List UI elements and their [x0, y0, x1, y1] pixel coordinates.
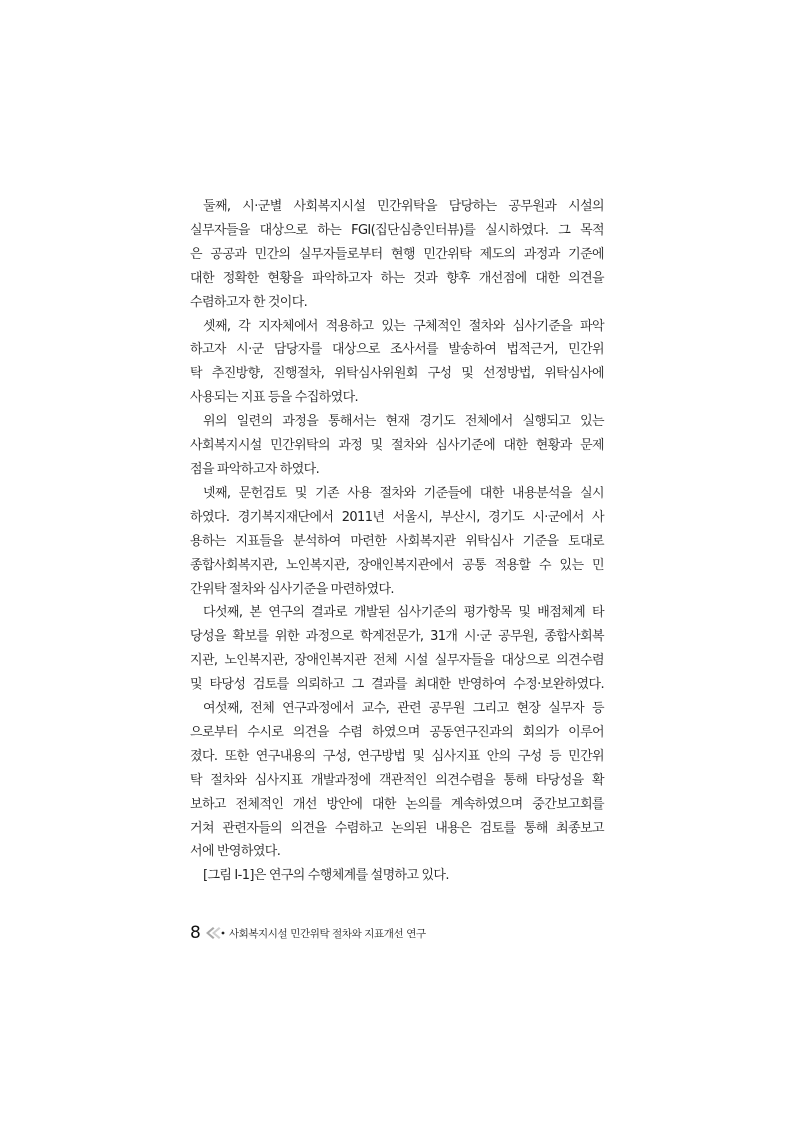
text-line: 대한 정확한 현황을 파악하고자 하는 것과 향후 개선점에 대한 의견을: [190, 270, 604, 286]
double-chevron-left-icon: [205, 926, 225, 940]
text-line: 점을 파악하고자 하였다.: [190, 461, 320, 477]
paragraph-summary: [190, 410, 604, 482]
text-line: 여섯째, 전체 연구과정에서 교수, 관련 공무원 그리고 현장 실무자 등: [203, 701, 604, 717]
paragraph-third: [190, 315, 604, 411]
text-line: 수렴하고자 한 것이다.: [190, 294, 308, 310]
text-line: 종합사회복지관, 노인복지관, 장애인복지관에서 공통 적용할 수 있는 민: [190, 557, 604, 573]
text-line: 졌다. 또한 연구내용의 구성, 연구방법 및 심사지표 안의 구성 등 민간위: [190, 748, 604, 764]
text-line: 거쳐 관련자들의 의견을 수렴하고 논의된 내용은 검토를 통해 최종보고: [190, 820, 604, 836]
text-line: 하였다. 경기복지재단에서 2011년 서울시, 부산시, 경기도 시·군에서 사: [190, 509, 604, 525]
paragraph-fifth: [190, 601, 604, 697]
paragraph-sixth: [190, 697, 604, 864]
page-footer: [190, 922, 426, 944]
text-line: 용하는 지표들을 분석하여 마련한 사회복지관 위탁심사 기준을 토대로: [190, 533, 604, 549]
text-line: 실무자들을 대상으로 하는 FGI(집단심층인터뷰)를 실시하였다. 그 목적: [190, 222, 604, 238]
text-line: 둘째, 시·군별 사회복지시설 민간위탁을 담당하는 공무원과 시설의: [203, 199, 604, 214]
text-line: 넷째, 문헌검토 및 기존 사용 절차와 기준들에 대한 내용분석을 실시: [203, 485, 604, 501]
text-line: 탁 절차와 심사지표 개발과정에 객관적인 의견수렴을 통해 타당성을 확: [190, 772, 604, 788]
text-line: 셋째, 각 지자체에서 적용하고 있는 구체적인 절차와 심사기준을 파악: [203, 318, 604, 334]
text-line: 하고자 시·군 담당자를 대상으로 조사서를 발송하여 법적근거, 민간위: [190, 342, 604, 358]
text-line: 으로부터 수시로 의견을 수렴 하였으며 공동연구진과의 회의가 이루어: [190, 724, 604, 740]
page-number: 8: [190, 923, 201, 943]
text-line: 사회복지시설 민간위탁의 과정 및 절차와 심사기준에 대한 현황과 문제: [190, 438, 604, 454]
text-line: 다섯째, 본 연구의 결과로 개발된 심사기준의 평가항목 및 배점체계 타: [203, 605, 604, 621]
text-line: 위의 일련의 과정을 통해서는 현재 경기도 전체에서 실행되고 있는: [203, 414, 604, 430]
text-line: 서에 반영하였다.: [190, 844, 281, 860]
text-line: 은 공공과 민간의 실무자들로부터 현행 민간위탁 제도의 과정과 기준에: [190, 246, 604, 262]
paragraph-second: [190, 195, 604, 315]
paragraph-figure-reference: [190, 864, 604, 888]
text-line: 지관, 노인복지관, 장애인복지관 전체 시설 실무자들을 대상으로 의견수렴: [190, 653, 604, 669]
text-line: 탁 추진방향, 진행절차, 위탁심사위원회 구성 및 선정방법, 위탁심사에: [190, 366, 604, 382]
paragraph-fourth: [190, 482, 604, 602]
text-line: 보하고 전체적인 개선 방안에 대한 논의를 계속하였으며 중간보고회를: [190, 796, 604, 812]
text-line: 간위탁 절차와 심사기준을 마련하였다.: [190, 581, 394, 597]
text-line: [그림 Ⅰ-1]은 연구의 수행체계를 설명하고 있다.: [203, 868, 449, 884]
text-line: 당성을 확보를 위한 과정으로 학계전문가, 31개 시·군 공무원, 종합사회복: [190, 629, 604, 645]
text-line: 및 타당성 검토를 의뢰하고 그 결과를 최대한 반영하여 수정·보완하였다.: [190, 677, 604, 693]
text-line: 사용되는 지표 등을 수집하였다.: [190, 390, 359, 406]
body-text: [190, 195, 604, 888]
running-title: 사회복지시설 민간위탁 절차와 지표개선 연구: [228, 927, 426, 940]
